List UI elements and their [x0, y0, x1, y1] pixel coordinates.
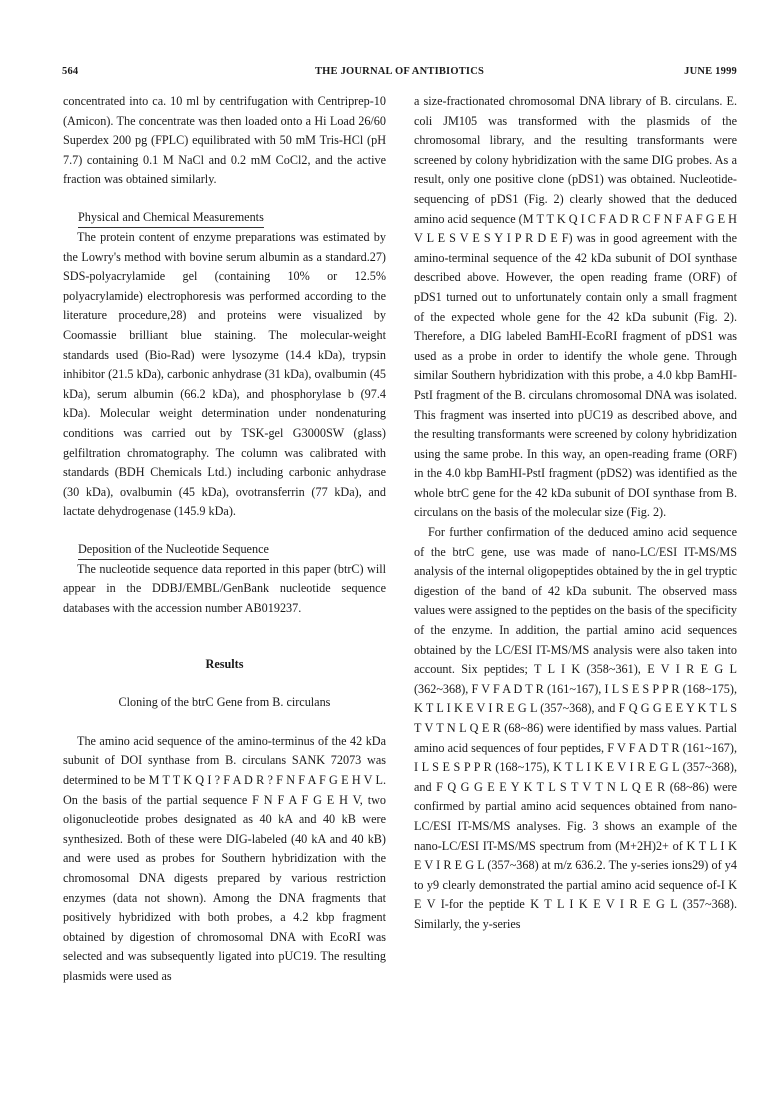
paragraph-library: a size-fractionated chromosomal DNA library of B. circulans. E. coli JM105 was transformed with the plasmids of the chromosomal library, and the resulting transformants were screened by colony hybridization with the same DIG probes. As a result, only one positive clone (pDS1) was obtained. Nucleotide-sequencing of pDS1 (Fig. 2) clearly showed that the deduced amino acid sequence (M T T K Q I C F A D R C F N F A F G E H V L E S V E S Y I P R D E F) was in good agreement with the amino-terminal sequence of the 42 kDa subunit of DOI synthase described above. However, the open reading frame (ORF) of pDS1 turned out to unfortunately contain only a small fragment of the expected whole gene for the 42 kDa subunit (Fig. 2). Therefore, a DIG labeled BamHI-EcoRI fragment of pDS1 was used as a probe in order to identify the whole gene. Through similar Southern hybridization with this probe, a 4.0 kbp BamHI-PstI fragment of the B. circulans chromosomal DNA was isolated. This fragment was inserted into pUC19 as described above, and the resulting transformants were screened by colony hybridization using the same probe. In this way, an open-reading frame (ORF) in the 4.0 kbp BamHI-PstI fragment (pDS2) was identified as the whole btrC gene for the 42 kDa subunit of DOI synthase from B. circulans on the basis of the molecular size (Fig. 2). [414, 94, 737, 520]
journal-title: THE JOURNAL OF ANTIBIOTICS [314, 66, 485, 77]
paragraph-confirmation: For further confirmation of the deduced amino acid sequence of the btrC gene, use was made of nano-LC/ESI IT-MS/MS analysis of the internal oligopeptides obtained by the in gel tryptic digestion of the band of 42 kDa subunit. The observed mass values were assigned to the peptides on the basis of the specificity of the enzyme. In addition, the partial amino acid sequences obtained by the LC/ESI IT-MS/MS analysis were also taken into account. Six peptides; T L I K (358~361), E V I R E G L (362~368), F V F A D T R (161~167), I L S E S P P R (168~175), K T L I K E V I R E G L (357~368), and F Q G G E E Y K T L S T V T N L Q E R (68~86) were identified by mass values. Partial amino acid sequences of four peptides, F V F A D T R (161~167), I L S E S P P R (168~175), K T L I K E V I R E G L (357~368), and F Q G G E E Y K T L S T V T N L Q E R (68~86) were confirmed by partial amino acid sequences obtained from nano-LC/ESI IT-MS/MS analyses. Fig. 3 shows an example of the nano-LC/ESI IT-MS/MS spectrum from (M+2H)2+ of K T L I K E V I R E G L (357~368) at m/z 636.2. The y-series ions29) of y4 to y9 clearly demonstrated the partial amino acid sequence of-I K E V I-for the peptide K T L I K E V I R E G L (357~368). Similarly, the y-series [414, 525, 737, 931]
running-header [62, 66, 737, 82]
paragraph-deposition: The nucleotide sequence data reported in this paper (btrC) will appear in the DDBJ/EMBL/GenBank nucleotide sequence databases with the accession number AB019237. [63, 561, 386, 616]
cloning-subheading: Cloning of the btrC Gene from B. circulans [118, 695, 331, 710]
page-number: 564 [62, 66, 79, 77]
section-heading-deposition: Deposition of the Nucleotide Sequence [78, 541, 269, 560]
issue-date: JUNE 1999 [684, 66, 737, 77]
left-column [63, 92, 386, 987]
paragraph-physical: The protein content of enzyme preparations was estimated by the Lowry's method with bovine serum albumin as a standard.27) SDS-polyacrylamide gel (containing 10% or 12.5% polyacrylamide) electrophoresis was performed according to the literature procedure,28) and proteins were visualized by Coomassie brilliant blue staining. The molecular-weight standards used (Bio-Rad) were lysozyme (14.4 kDa), trypsin inhibitor (21.5 kDa), carbonic anhydrase (31 kDa), ovalbumin (45 kDa), serum albumin (66.2 kDa), and phosphorylase b (97.4 kDa). Molecular weight determination under nondenaturing conditions was carried out by TSK-gel G3000SW (glass) gelfiltration chromatography. The column was calibrated with standards (BDH Chemicals Ltd.) including carbonic anhydrase (30 kDa), ovalbumin (45 kDa), ovotransferrin (77 kDa), and lactate dehydrogenase (145.9 kDa). [63, 229, 386, 519]
section-heading-physical: Physical and Chemical Measurements [78, 209, 264, 228]
right-column [414, 92, 737, 935]
paragraph-cloning: The amino acid sequence of the amino-terminus of the 42 kDa subunit of DOI synthase from B. circulans SANK 72073 was determined to be M T T K Q I ? F A D R ? F N F A F G E H V L. On the basis of the partial sequence F N F A F G E H V, two oligonucleotide probes designated as 40 kA and 40 kB were synthesized. Both of these were DIG-labeled (40 kA and 40 kB) and were used as probes for Southern hybridization with the chromosomal DNA digests prepared by various restriction enzymes (data not shown). Among the DNA fragments that positively hybridized with both probes, a 4.2 kbp fragment obtained by digestion of chromosomal DNA with EcoRI was selected and was subsequently ligated into pUC19. The resulting plasmids were used as [63, 733, 386, 983]
paragraph-intro: concentrated into ca. 10 ml by centrifugation with Centriprep-10 (Amicon). The concentrate was then loaded onto a Hi Load 26/60 Superdex 200 pg (FPLC) equilibrated with 50 mM Tris-HCl (pH 7.7) containing 0.1 M NaCl and 0.2 mM CoCl2, and the active fraction was obtained similarly. [63, 94, 386, 187]
results-heading: Results [205, 656, 244, 671]
